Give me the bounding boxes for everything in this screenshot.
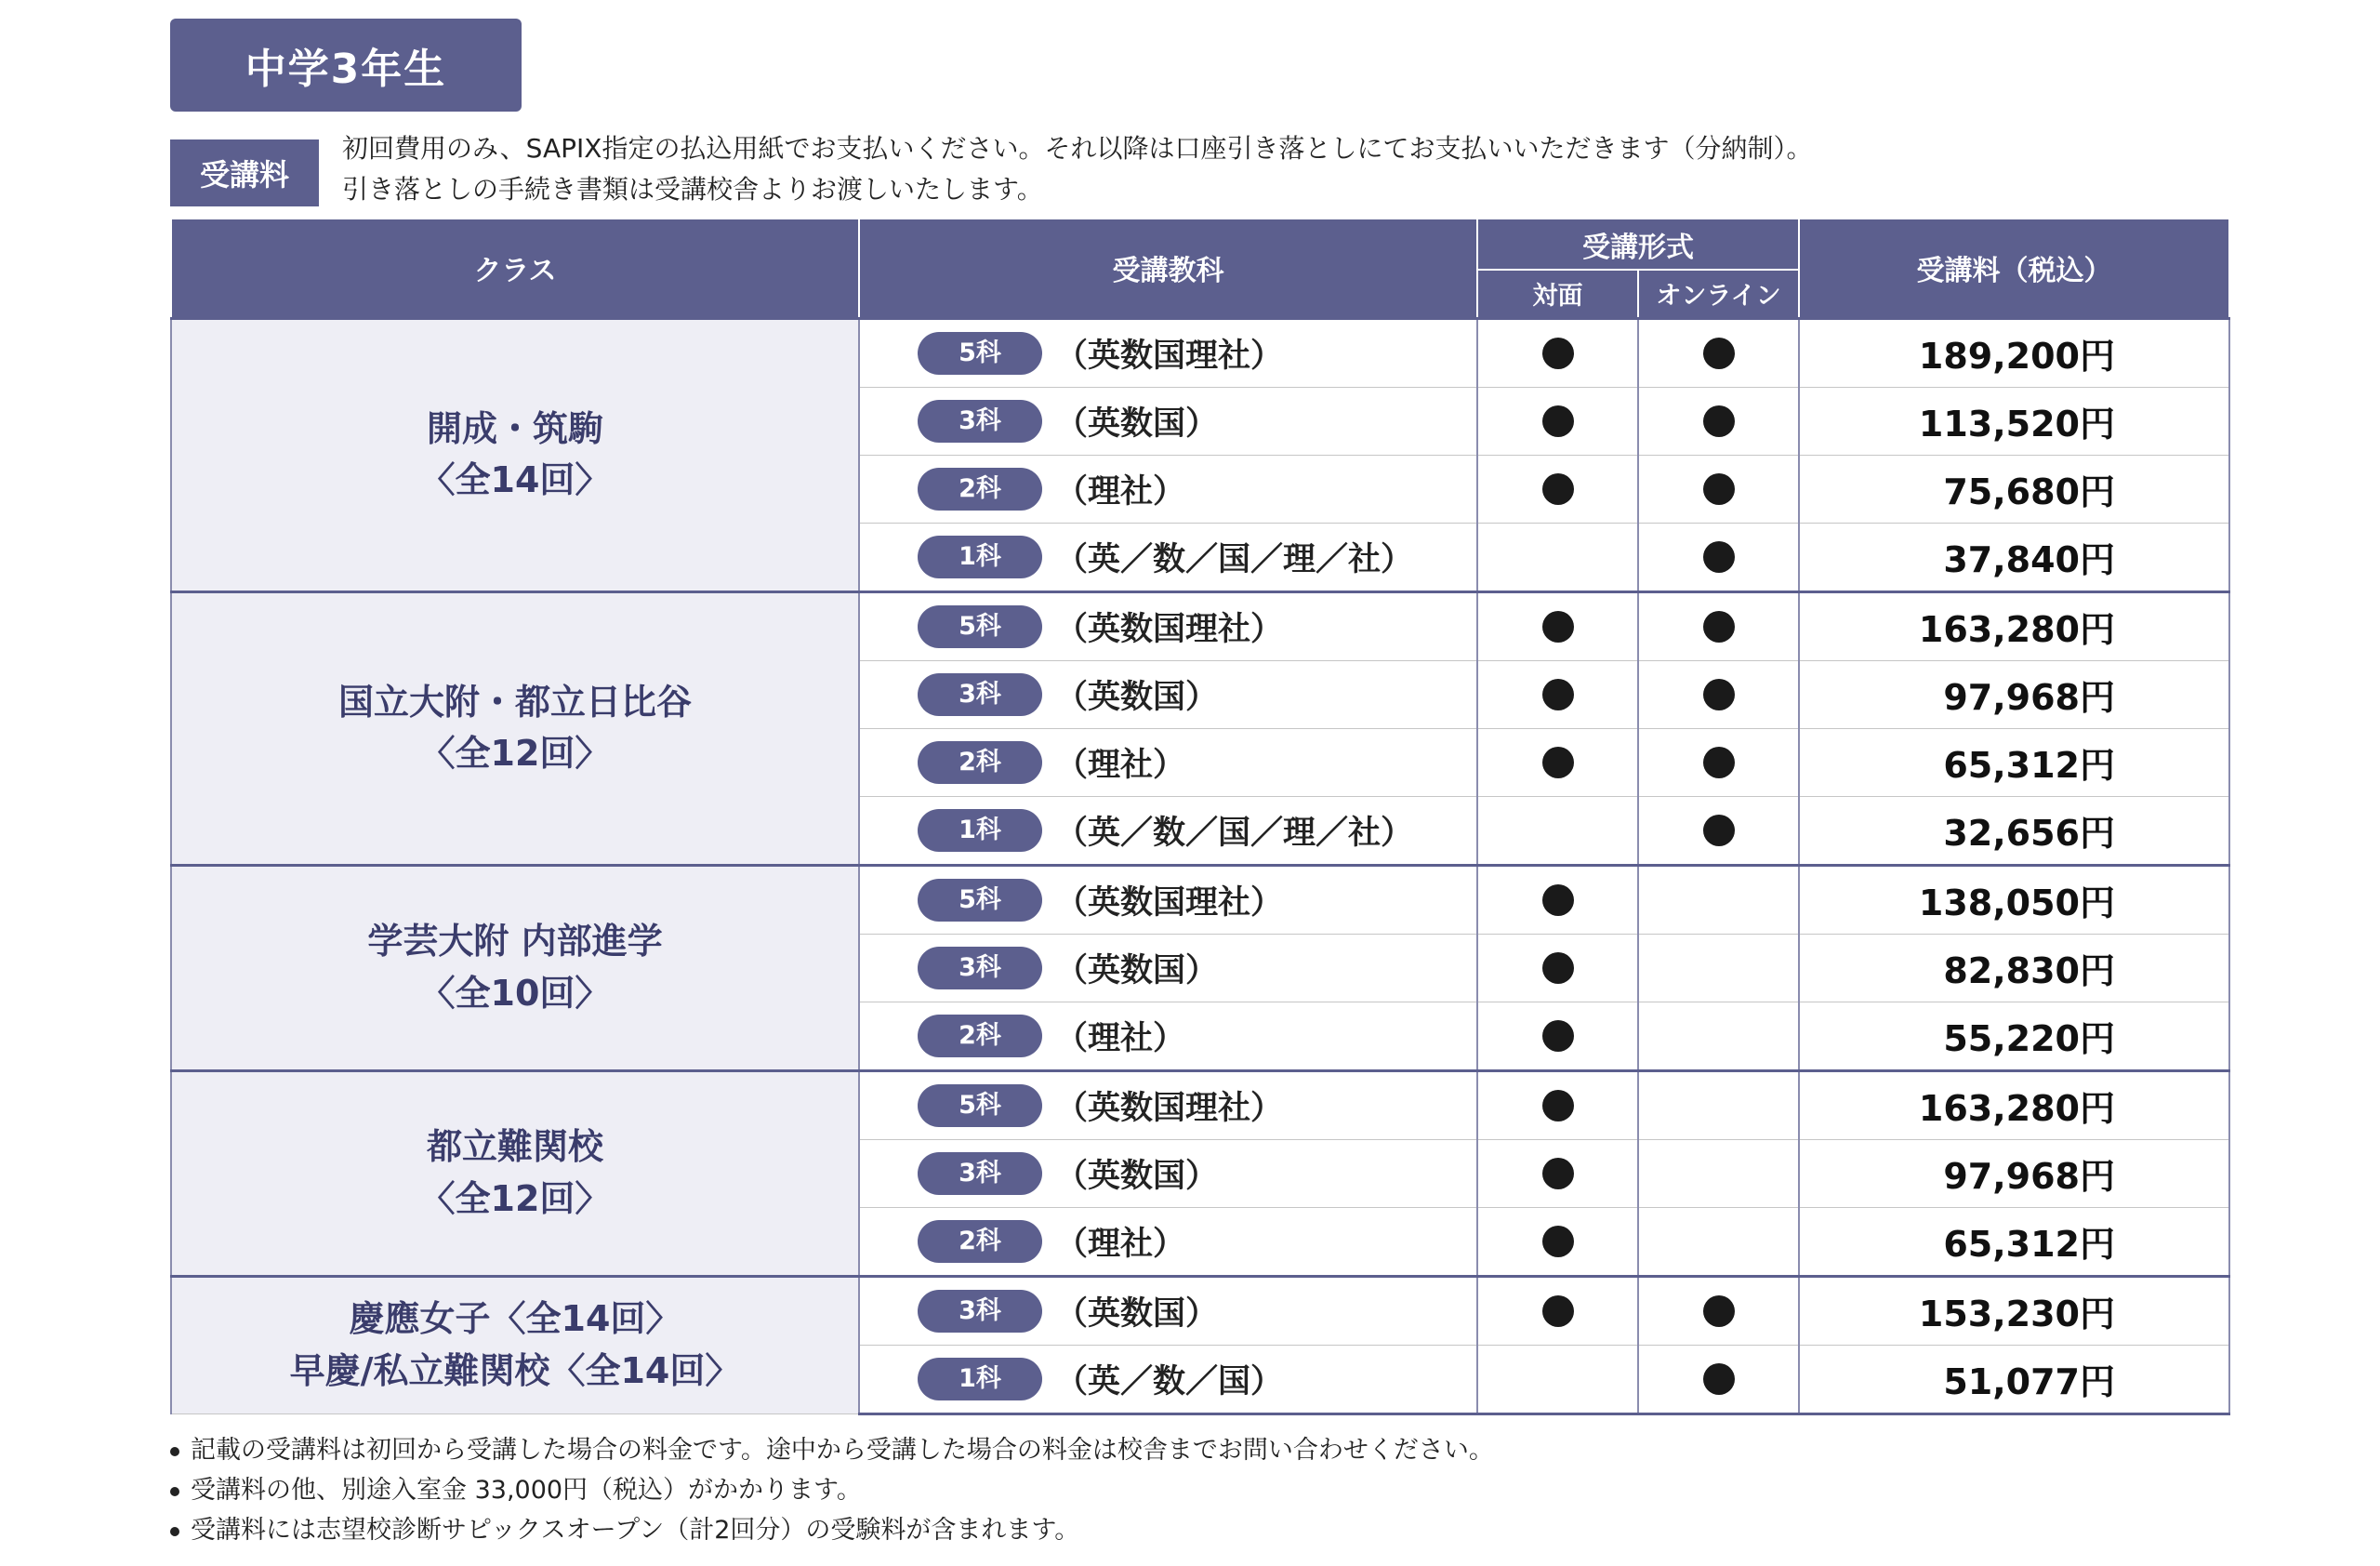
subject-count-badge: 5科 [918,605,1042,648]
subject-cell [859,1276,1477,1345]
header-subjects: 受講教科 [859,219,1477,318]
in-person-cell [1477,387,1638,455]
available-dot-icon [1542,338,1574,369]
subject-cell [859,1139,1477,1207]
subject-list: （理社） [1055,472,1186,511]
online-cell [1638,1002,1799,1070]
subject-list: （英数国理社） [1055,883,1284,922]
class-name-line: 〈全10回〉 [419,972,611,1014]
footnote-text: 受講料の他、別途入室金 33,000円（税込）がかかります。 [191,1476,862,1505]
online-cell [1638,1139,1799,1207]
class-name-line: 学芸大附 内部進学 [367,921,663,962]
footnote [170,1510,1494,1550]
available-dot-icon [1703,815,1735,846]
available-dot-icon [1542,1158,1574,1189]
online-cell [1638,934,1799,1002]
subject-list: （英／数／国／理／社） [1055,814,1414,852]
in-person-cell [1477,1070,1638,1139]
subject-count-badge: 1科 [918,536,1042,578]
subject-cell [859,796,1477,865]
class-name-line: 慶應女子〈全14回〉 [349,1298,681,1340]
in-person-cell [1477,865,1638,934]
subject-cell [859,387,1477,455]
price-cell: 97,968円 [1799,660,2229,728]
fee-table [170,218,2230,1415]
subject-cell [859,1345,1477,1413]
subject-count-badge: 2科 [918,1015,1042,1057]
fee-note-line: 引き落としの手続き書類は受講校舎よりお渡しいたします。 [342,174,1043,205]
table-row [171,318,2229,387]
in-person-cell [1477,318,1638,387]
in-person-cell [1477,591,1638,660]
subject-count-badge: 1科 [918,809,1042,852]
available-dot-icon [1542,884,1574,916]
subject-cell [859,1002,1477,1070]
available-dot-icon [1703,611,1735,643]
price-cell: 153,230円 [1799,1276,2229,1345]
subject-cell [859,728,1477,796]
subject-cell [859,591,1477,660]
table-row [171,865,2229,934]
subject-count-badge: 3科 [918,400,1042,443]
subject-cell [859,660,1477,728]
subject-list: （英数国） [1055,405,1219,443]
fee-label: 受講料 [170,139,319,206]
subject-cell [859,934,1477,1002]
table-row [171,1070,2229,1139]
price-cell: 65,312円 [1799,728,2229,796]
subject-count-badge: 5科 [918,332,1042,375]
header-in-person: 対面 [1477,270,1638,318]
available-dot-icon [1703,1295,1735,1327]
bullet-icon [170,1527,179,1536]
online-cell [1638,591,1799,660]
class-name-cell [171,591,859,865]
price-cell: 82,830円 [1799,934,2229,1002]
online-cell [1638,1207,1799,1276]
subject-count-badge: 3科 [918,673,1042,716]
subject-count-badge: 5科 [918,879,1042,922]
price-cell: 55,220円 [1799,1002,2229,1070]
subject-count-badge: 2科 [918,741,1042,784]
in-person-cell [1477,934,1638,1002]
header-class: クラス [171,219,859,318]
in-person-cell [1477,796,1638,865]
available-dot-icon [1542,1090,1574,1121]
class-name-line: 〈全12回〉 [419,733,611,774]
price-cell: 163,280円 [1799,591,2229,660]
footnote-text: 受講料には志望校診断サピックスオープン（計2回分）の受験料が含まれます。 [191,1516,1080,1545]
subject-list: （英数国理社） [1055,337,1284,375]
subject-cell [859,523,1477,591]
class-name-cell [171,865,859,1070]
subject-list: （英数国） [1055,678,1219,716]
price-cell: 97,968円 [1799,1139,2229,1207]
online-cell [1638,318,1799,387]
in-person-cell [1477,1002,1638,1070]
subject-list: （英数国理社） [1055,610,1284,648]
table-row [171,591,2229,660]
online-cell [1638,1070,1799,1139]
footnote [170,1470,1494,1510]
grade-title: 中学3年生 [170,19,522,112]
online-cell [1638,660,1799,728]
subject-list: （英数国理社） [1055,1089,1284,1127]
available-dot-icon [1542,611,1574,643]
subject-cell [859,865,1477,934]
online-cell [1638,523,1799,591]
available-dot-icon [1542,1226,1574,1257]
subject-count-badge: 2科 [918,1220,1042,1263]
available-dot-icon [1542,679,1574,710]
header-online: オンライン [1638,270,1799,318]
online-cell [1638,1345,1799,1413]
subject-count-badge: 2科 [918,468,1042,511]
available-dot-icon [1703,405,1735,437]
class-name-cell [171,1070,859,1276]
class-name-line: 国立大附・都立日比谷 [337,681,692,723]
price-cell: 163,280円 [1799,1070,2229,1139]
class-name-cell [171,318,859,591]
subject-list: （理社） [1055,1019,1186,1057]
available-dot-icon [1703,1363,1735,1395]
subject-count-badge: 3科 [918,1290,1042,1333]
in-person-cell [1477,455,1638,523]
price-cell: 189,200円 [1799,318,2229,387]
online-cell [1638,1276,1799,1345]
in-person-cell [1477,728,1638,796]
subject-cell [859,318,1477,387]
subject-cell [859,455,1477,523]
online-cell [1638,796,1799,865]
fee-table-header [171,219,2229,318]
fee-note-line: 初回費用のみ、SAPIX指定の払込用紙でお支払いください。それ以降は口座引き落としにてお支払いいただきます（分納制）。 [342,133,1813,164]
header-fee: 受講料（税込） [1799,219,2229,318]
class-name-line: 開成・筑駒 [426,407,603,449]
available-dot-icon [1703,679,1735,710]
subject-cell [859,1207,1477,1276]
subject-count-badge: 3科 [918,1152,1042,1195]
available-dot-icon [1542,1295,1574,1327]
class-name-line: 〈全12回〉 [419,1177,611,1219]
bullet-icon [170,1487,179,1496]
subject-count-badge: 5科 [918,1084,1042,1127]
price-cell: 37,840円 [1799,523,2229,591]
class-name-line: 早慶/私立難関校〈全14回〉 [289,1349,741,1391]
subject-list: （理社） [1055,1225,1186,1263]
subject-list: （英数国） [1055,1294,1219,1333]
footnote-text: 記載の受講料は初回から受講した場合の料金です。途中から受講した場合の料金は校舎までお問い合わせください。 [191,1436,1494,1465]
subject-list: （英数国） [1055,951,1219,989]
subject-cell [859,1070,1477,1139]
price-cell: 65,312円 [1799,1207,2229,1276]
subject-count-badge: 1科 [918,1358,1042,1400]
footnotes [170,1430,1494,1550]
in-person-cell [1477,1207,1638,1276]
online-cell [1638,865,1799,934]
class-name-line: 〈全14回〉 [419,459,611,500]
subject-count-badge: 3科 [918,947,1042,989]
online-cell [1638,728,1799,796]
available-dot-icon [1542,952,1574,984]
table-row [171,1276,2229,1345]
class-name-line: 都立難関校 [426,1126,603,1168]
in-person-cell [1477,1276,1638,1345]
in-person-cell [1477,523,1638,591]
subject-list: （英数国） [1055,1157,1219,1195]
available-dot-icon [1542,747,1574,778]
in-person-cell [1477,1139,1638,1207]
bullet-icon [170,1447,179,1456]
subject-list: （英／数／国） [1055,1362,1284,1400]
online-cell [1638,387,1799,455]
price-cell: 32,656円 [1799,796,2229,865]
price-cell: 113,520円 [1799,387,2229,455]
in-person-cell [1477,660,1638,728]
online-cell [1638,455,1799,523]
subject-list: （英／数／国／理／社） [1055,540,1414,578]
subject-list: （理社） [1055,746,1186,784]
price-cell: 51,077円 [1799,1345,2229,1413]
available-dot-icon [1703,747,1735,778]
class-name-cell [171,1276,859,1413]
price-cell: 75,680円 [1799,455,2229,523]
footnote [170,1430,1494,1470]
available-dot-icon [1703,473,1735,505]
fee-table-body [171,318,2229,1413]
available-dot-icon [1542,473,1574,505]
in-person-cell [1477,1345,1638,1413]
price-cell: 138,050円 [1799,865,2229,934]
available-dot-icon [1703,338,1735,369]
available-dot-icon [1703,541,1735,573]
available-dot-icon [1542,405,1574,437]
header-format: 受講形式 [1477,219,1799,270]
available-dot-icon [1542,1020,1574,1052]
